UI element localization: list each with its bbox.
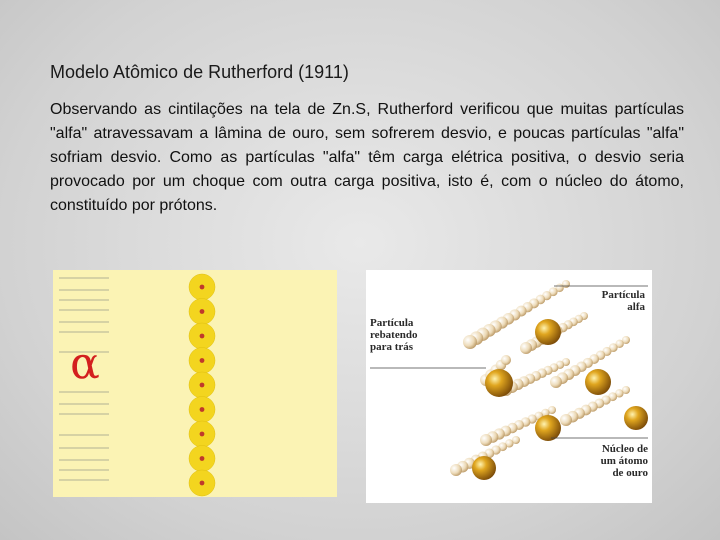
alpha-symbol: α [70, 338, 100, 389]
gold-nucleus [624, 406, 648, 430]
atom-nucleus-dot [200, 407, 205, 412]
alpha-particle [463, 335, 477, 349]
alpha-particle [520, 342, 532, 354]
atom-nucleus-dot [200, 383, 205, 388]
atom-nucleus-dot [200, 481, 205, 486]
gold-foil-diagram [53, 270, 337, 497]
atom-nucleus-dot [200, 432, 205, 437]
atom-nucleus-dot [200, 456, 205, 461]
atom-nucleus-dot [200, 334, 205, 339]
atom-nucleus-dot [200, 309, 205, 314]
gold-nucleus [585, 369, 611, 395]
label-nucleus: Núcleo de um átomo de ouro [600, 443, 648, 479]
gold-nucleus [472, 456, 496, 480]
alpha-particle [550, 376, 562, 388]
alpha-particle [480, 434, 492, 446]
slide-title: Modelo Atômico de Rutherford (1911) [50, 62, 349, 82]
alpha-particle [450, 464, 462, 476]
alpha-particle [560, 414, 572, 426]
alpha-particle [501, 355, 511, 365]
atom-nucleus-dot [200, 285, 205, 290]
atom-nucleus-dot [200, 358, 205, 363]
gold-nucleus [535, 415, 561, 441]
scattering-diagram [366, 270, 652, 503]
label-rebound: Partícula rebatendo para trás [370, 317, 418, 353]
gold-atom-column [189, 274, 215, 496]
gold-nucleus [535, 319, 561, 345]
slide-paragraph: Observando as cintilações na tela de Zn.S, Rutherford verificou que muitas partículas "alfa" atravessavam a lâmina de ouro, sem sofrerem desvio, e poucas partículas "alfa" sofriam desvio. Como as partículas "alfa" têm carga elétrica positiva, o desvio seria provocado por um choque com outra carga positiva, isto é, com o núcleo do átomo, constituído por prótons. [50, 101, 684, 214]
gold-nucleus [485, 369, 513, 397]
label-alpha-particle: Partícula alfa [601, 289, 645, 313]
